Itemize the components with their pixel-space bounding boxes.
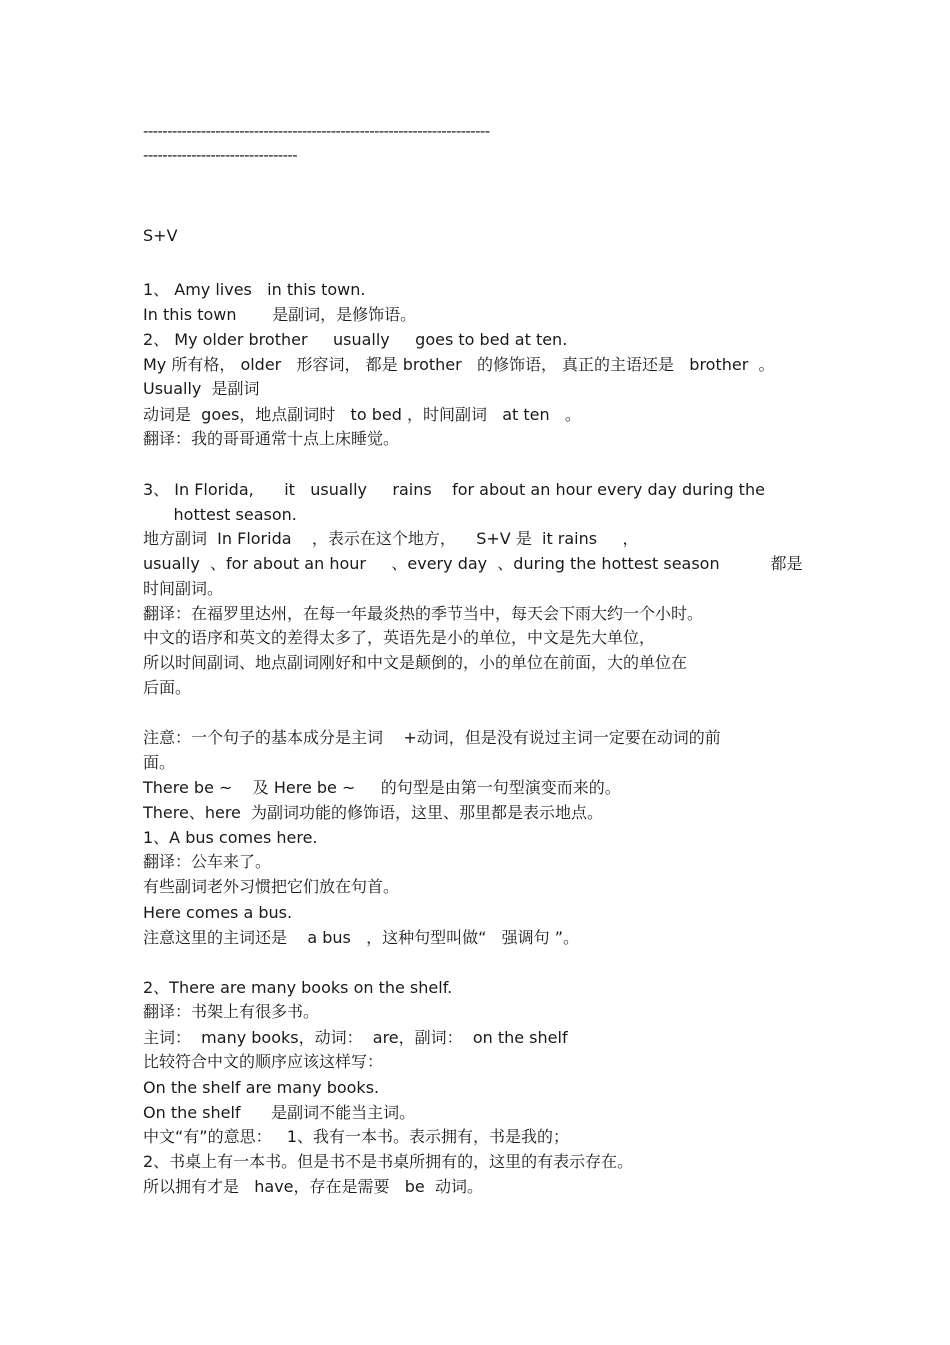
- text-line: My 所有格， older 形容词， 都是 brother 的修饰语， 真正的主语还是 brother 。: [143, 355, 775, 374]
- text-line: 所以拥有才是 have，存在是需要 be 动词。: [143, 1177, 483, 1196]
- text-line: 1、A bus comes here.: [143, 828, 318, 847]
- text-line: 注意这里的主词还是 a bus ，这种句型叫做“ 强调句 ”。: [143, 928, 580, 947]
- text-line: 翻译：在福罗里达州，在每一年最炎热的季节当中，每天会下雨大约一个小时。: [143, 604, 704, 623]
- text-line: On the shelf 是副词不能当主词。: [143, 1103, 416, 1122]
- text-line: 中文“有”的意思： 1、我有一本书。表示拥有，书是我的；: [143, 1127, 570, 1146]
- text-line: 注意：一个句子的基本成分是主词 +动词，但是没有说过主词一定要在动词的前: [143, 728, 721, 747]
- text-line: 3、 In Florida, it usually rains for about an hour every day during the: [143, 480, 765, 499]
- text-line: usually 、for about an hour 、every day 、during the hottest season 都是: [143, 554, 803, 573]
- text-line: 动词是 goes，地点副词时 to bed ，时间副词 at ten 。: [143, 405, 581, 424]
- text-line: There be ~ 及 Here be ~ 的句型是由第一句型演变而来的。: [143, 778, 621, 797]
- text-line: 后面。: [143, 678, 192, 697]
- text-line: On the shelf are many books.: [143, 1078, 380, 1097]
- text-line: 时间副词。: [143, 579, 224, 598]
- text-line: 比较符合中文的顺序应该这样写：: [143, 1052, 384, 1071]
- separator-line: ------------------------------------------------------------------------: [143, 122, 490, 140]
- text-line: 面。: [143, 753, 176, 772]
- text-line: 翻译：我的哥哥通常十点上床睡觉。: [143, 429, 400, 448]
- text-line: Here comes a bus.: [143, 903, 293, 922]
- text-line: 2、书桌上有一本书。但是书不是书桌所拥有的，这里的有表示存在。: [143, 1152, 634, 1171]
- text-line: hottest season.: [143, 505, 297, 524]
- text-line: 1、 Amy lives in this town.: [143, 280, 366, 299]
- text-line: 翻译：公车来了。: [143, 852, 272, 871]
- text-line: 2、There are many books on the shelf.: [143, 978, 453, 997]
- text-line: In this town 是副词，是修饰语。: [143, 305, 417, 324]
- text-line: 所以时间副词、地点副词刚好和中文是颠倒的，小的单位在前面，大的单位在: [143, 653, 688, 672]
- section-heading: S+V: [143, 226, 178, 245]
- separator-line: --------------------------------: [143, 146, 298, 164]
- text-line: 2、 My older brother usually goes to bed at ten.: [143, 330, 568, 349]
- text-line: Usually 是副词: [143, 379, 260, 398]
- text-line: There、here 为副词功能的修饰语，这里、那里都是表示地点。: [143, 803, 604, 822]
- text-line: 有些副词老外习惯把它们放在句首。: [143, 877, 400, 896]
- text-line: 翻译：书架上有很多书。: [143, 1002, 320, 1021]
- text-line: 中文的语序和英文的差得太多了，英语先是小的单位，中文是先大单位，: [143, 628, 656, 647]
- text-line: 主词： many books，动词： are，副词： on the shelf: [143, 1028, 568, 1047]
- text-line: 地方副词 In Florida ，表示在这个地方， S+V 是 it rains ，: [143, 529, 639, 548]
